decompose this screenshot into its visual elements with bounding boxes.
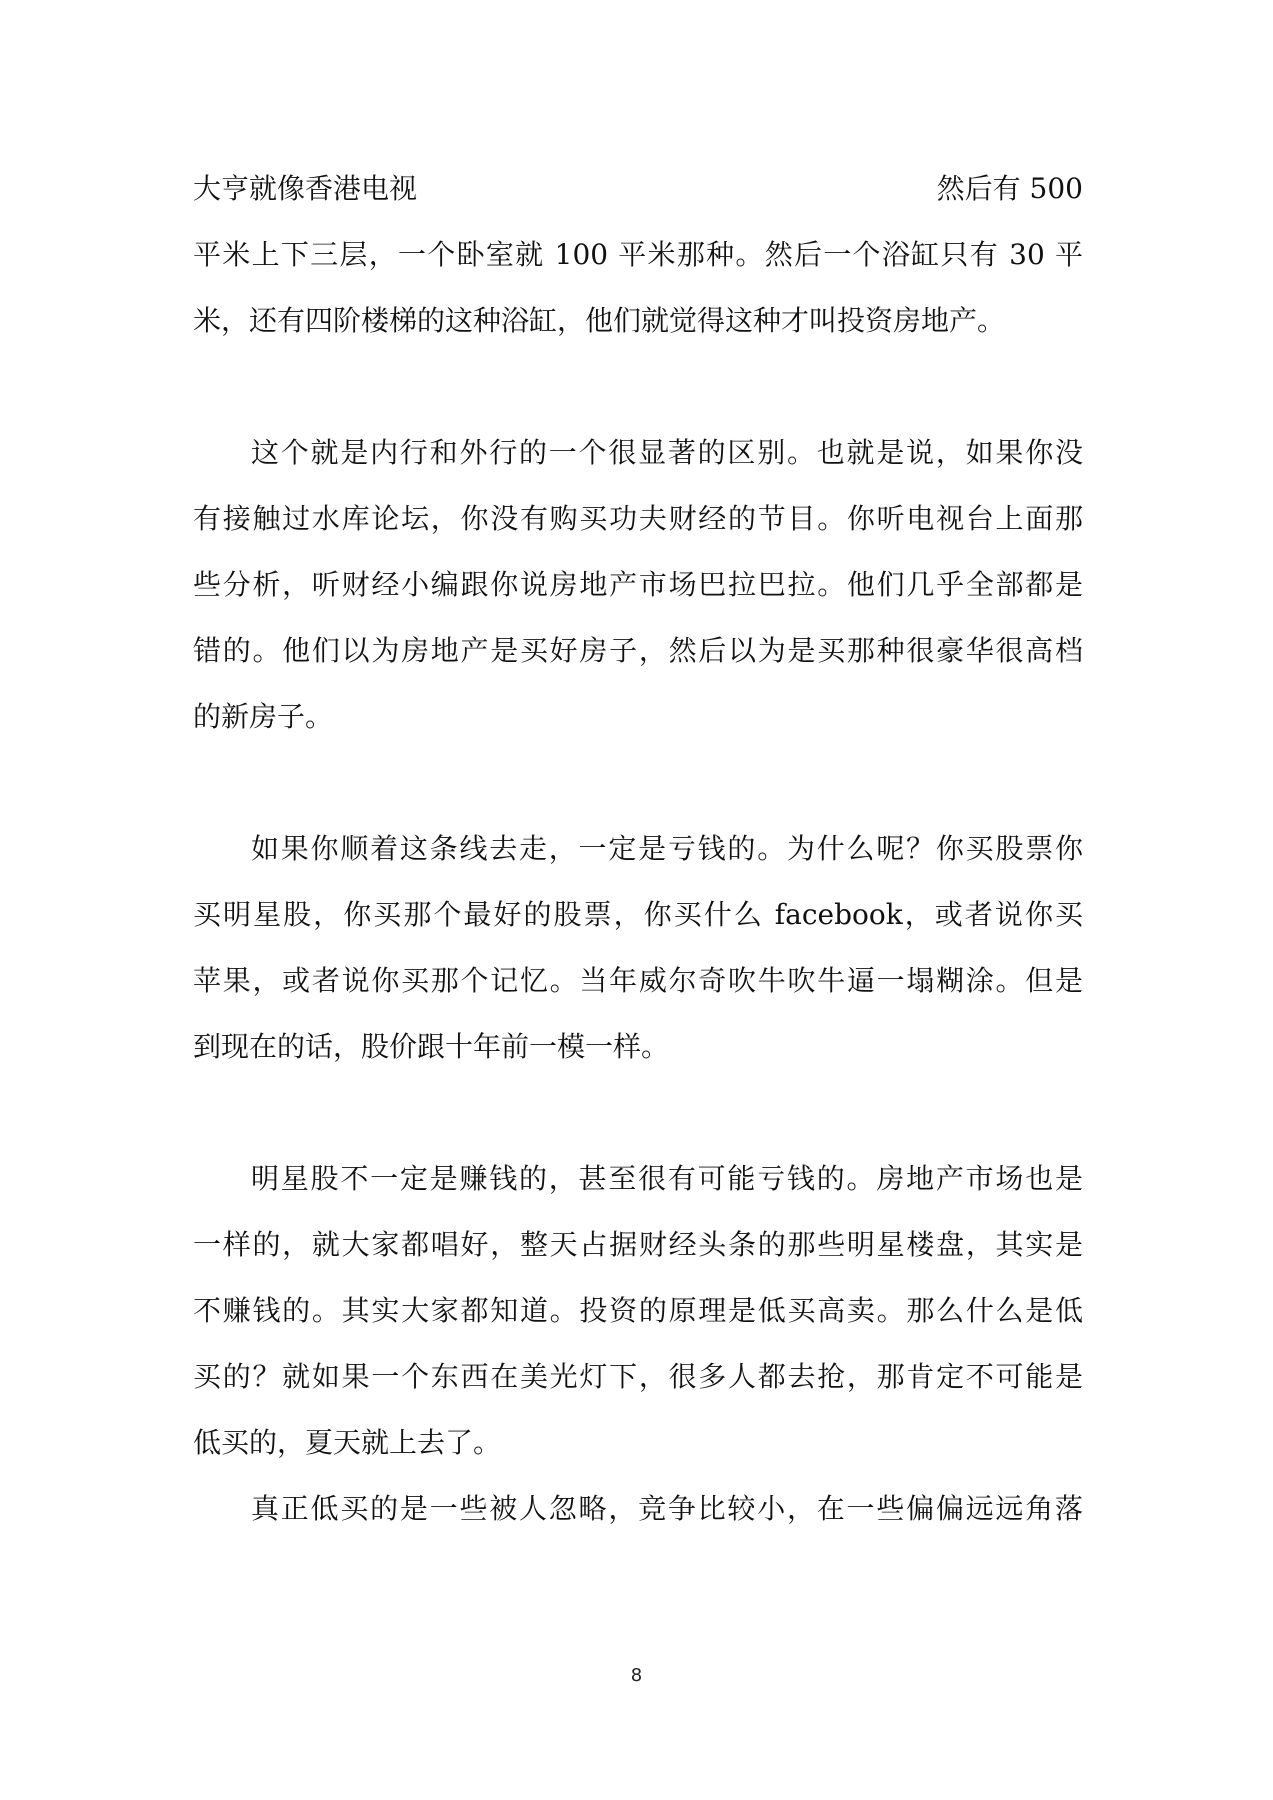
paragraph-5: [193, 1476, 1083, 1542]
text-line: 的新房子。: [193, 700, 334, 733]
first-line-left-text: 大亨就像香港电视: [193, 172, 418, 205]
text-line: 些分析，听财经小编跟你说房地产市场巴拉巴拉。他们几乎全部都是: [193, 568, 1083, 601]
text-line: 如果你顺着这条线去走，一定是亏钱的。为什么呢？你买股票你: [251, 832, 1083, 865]
text-line: 有接触过水库论坛，你没有购买功夫财经的节目。你听电视台上面那: [193, 502, 1083, 535]
text-line: 不赚钱的。其实大家都知道。投资的原理是低买高卖。那么什么是低: [193, 1294, 1083, 1327]
text-line: 错的。他们以为房地产是买好房子，然后以为是买那种很豪华很高档: [193, 634, 1083, 667]
paragraph-4: [193, 1146, 1083, 1476]
first-line-right-text: 然后有 500: [936, 172, 1083, 205]
page-number: 8: [630, 1665, 643, 1686]
text-line: 米，还有四阶楼梯的这种浴缸，他们就觉得这种才叫投资房地产。: [193, 304, 1006, 337]
paragraph-2: [193, 420, 1083, 750]
text-line: 到现在的话，股价跟十年前一模一样。: [193, 1030, 670, 1063]
text-line: 苹果，或者说你买那个记忆。当年威尔奇吹牛吹牛逼一塌糊涂。但是: [193, 964, 1083, 997]
text-line: 买明星股，你买那个最好的股票，你买什么 facebook，或者说你买: [193, 898, 1083, 931]
text-line: 一样的，就大家都唱好，整天占据财经头条的那些明星楼盘，其实是: [193, 1228, 1083, 1261]
paragraph-1: [193, 156, 1083, 354]
text-line: 真正低买的是一些被人忽略，竞争比较小，在一些偏偏远远角落: [251, 1492, 1083, 1525]
text-line: 明星股不一定是赚钱的，甚至很有可能亏钱的。房地产市场也是: [251, 1162, 1083, 1195]
paragraph-3: [193, 816, 1083, 1080]
text-line: 买的？就如果一个东西在美光灯下，很多人都去抢，那肯定不可能是: [193, 1360, 1083, 1393]
text-line: 平米上下三层，一个卧室就 100 平米那种。然后一个浴缸只有 30 平: [193, 238, 1083, 271]
text-line: 低买的，夏天就上去了。: [193, 1426, 502, 1459]
first-line: [193, 156, 1083, 222]
text-line: 这个就是内行和外行的一个很显著的区别。也就是说，如果你没: [251, 436, 1083, 469]
